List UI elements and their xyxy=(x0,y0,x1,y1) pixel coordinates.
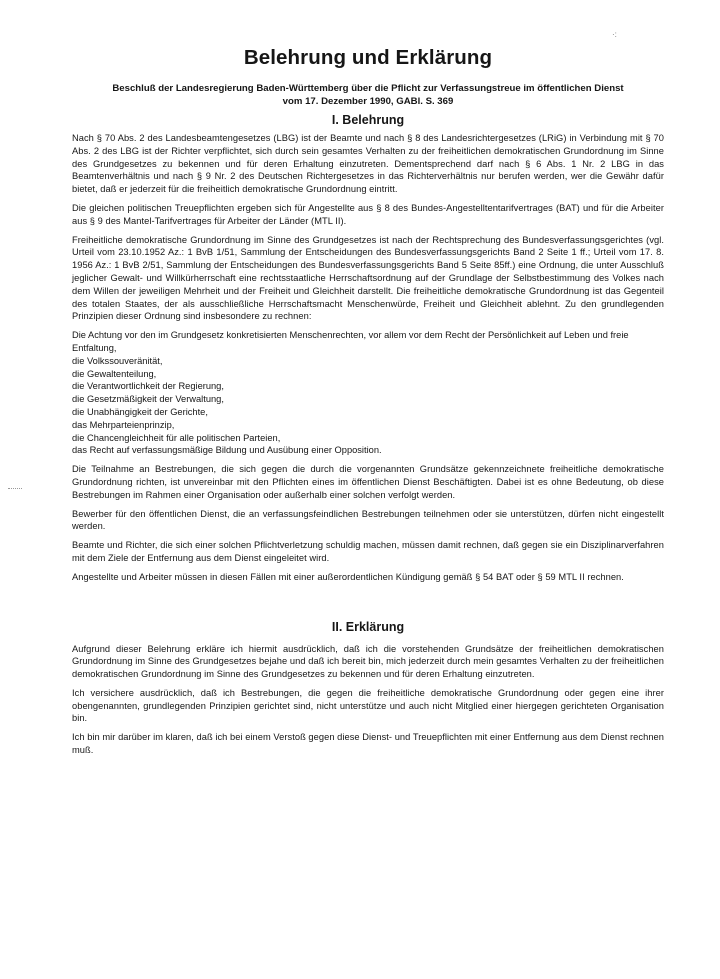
principle-item: das Recht auf verfassungsmäßige Bildung und Ausübung einer Opposition. xyxy=(72,445,382,456)
principle-item: die Unabhängigkeit der Gerichte, xyxy=(72,406,208,417)
corner-mark: ·: xyxy=(612,30,617,39)
principle-item: die Gesetzmäßigkeit der Verwaltung, xyxy=(72,394,224,405)
decree-reference-line-2: vom 17. Dezember 1990, GABl. S. 369 xyxy=(282,96,454,107)
paragraph-bewerber: Bewerber für den öffentlichen Dienst, die an verfassungsfeindlichen Bestrebungen teilnehmen oder sie unterstützen, dürfen nicht eingestellt werden. xyxy=(72,508,664,532)
edge-mark xyxy=(8,488,22,490)
principles-list xyxy=(72,329,664,457)
paragraph-disziplinarverfahren: Beamte und Richter, die sich einer solchen Pflichtverletzung schuldig machen, müssen damit rechnen, daß gegen sie ein Disziplinarverfahren mit dem Ziele der Entfernung aus dem Dienst eingeleitet wird. xyxy=(72,540,664,563)
paragraph-verstoss: Ich bin mir darüber im klaren, daß ich bei einem Verstoß gegen diese Dienst- und Treuepflichten mit einer Entfernung aus dem Dienst rechnen muß. xyxy=(72,732,664,756)
paragraph-bestrebungen: Die Teilnahme an Bestrebungen, die sich gegen die durch die vorgenannten Grundsätze gekennzeichnete freiheitliche demokratische Grundordnung richten, ist unvereinbar mit den Pflichten eines im öffentlichen Dienst Beschäftigten. Dabei ist es ohne Bedeutung, ob diese Bestrebungen im Rahmen einer Organisation oder außerhalb einer solchen verfolgt werden. xyxy=(72,464,664,500)
paragraph-erklaerung-bejahung: Aufgrund dieser Belehrung erkläre ich hiermit ausdrücklich, daß ich die vorstehenden Grundsätze der freiheitlichen demokratischen Grundordnung im Sinne des Grundgesetzes bejahe und daß ich bereit bin, mich jederzeit durch mein gesamtes Verhalten zu der freiheitlichen demokratischen Grundordnung im Sinne des Grundgesetzes zu bekennen und für deren Erhaltung einzutreten. xyxy=(72,643,664,680)
decree-reference xyxy=(72,82,664,108)
document-content xyxy=(72,46,664,763)
decree-reference-line-1: Beschluß der Landesregierung Baden-Württemberg über die Pflicht zur Verfassungstreue im öffentlichen Dienst xyxy=(112,83,624,94)
section-heading-erklaerung: II. Erklärung xyxy=(331,619,405,634)
principle-item: die Gewaltenteilung, xyxy=(72,368,157,379)
principle-item: die Chancengleichheit für alle politischen Parteien, xyxy=(72,432,281,443)
section-heading-belehrung: I. Belehrung xyxy=(331,113,405,127)
principle-item: die Verantwortlichkeit der Regierung, xyxy=(72,381,224,392)
document-title: Belehrung und Erklärung xyxy=(243,46,493,69)
paragraph-grundordnung-definition: Freiheitliche demokratische Grundordnung im Sinne des Grundgesetzes ist nach der Rechtsprechung des Bundesverfassungsgerichtes (vgl. Urteil vom 23.10.1952 Az.: 1 BvB 1/51, Sammlung der Entscheidungen des Bundesverfassungsgerichts Band 2 Seite 1 ff.; Urteil vom 17. 8. 1956 Az.: 1 BvB 2/51, Sammlung der Entscheidungen des Bundesverfassungsgerichts Band 5 Seite 85ff.) eine Ordnung, die unter Ausschluß jeglicher Gewalt- und Willkürherrschaft eine rechtsstaatliche Herrschaftsordnung auf der Grundlage der Selbstbestimmung des Volkes nach dem Willen der jeweiligen Mehrheit und der Freiheit und Gleichheit darstellt. Die freiheitliche demokratische Grundordnung ist das Gegenteil des totalen Staates, der als ausschließliche Herrschaftsmacht Menschenwürde, Freiheit und Gleichheit ablehnt. Zu den grundlegenden Prinzipien dieser Ordnung sind insbesondere zu rechnen: xyxy=(72,234,664,322)
paragraph-kuendigung: Angestellte und Arbeiter müssen in diesen Fällen mit einer außerordentlichen Kündigung gemäß § 54 BAT oder § 59 MTL II rechnen. xyxy=(72,571,624,582)
principle-item: Die Achtung vor den im Grundgesetz konkretisierten Menschenrechten, vor allem vor dem Recht der Persönlichkeit auf Leben und freie Entfaltung, xyxy=(72,330,629,353)
paragraph-beamte-richter: Nach § 70 Abs. 2 des Landesbeamtengesetzes (LBG) ist der Beamte und nach § 8 des Landesrichtergesetzes (LRiG) in Verbindung mit § 70 Abs. 2 des LBG ist der Richter verpflichtet, sich durch sein gesamtes Verhalten zu der freiheitlichen demokratischen Grundordnung im Sinne des Grundgesetzes zu bekennen und für deren Erhaltung einzutreten. Dementsprechend darf nach § 6 Abs. 1 Nr. 2 LBG in das Beamtenverhältnis und nach § 9 Nr. 2 des Deutschen Richtergesetzes in das Richterverhältnis nur berufen werden, wer die Gewähr dafür bietet, daß er jederzeit für die freiheitlich demokratische Grundordnung eintritt. xyxy=(72,133,664,195)
principle-item: das Mehrparteienprinzip, xyxy=(72,419,175,430)
principle-item: die Volkssouveränität, xyxy=(72,355,163,366)
paragraph-angestellte-arbeiter: Die gleichen politischen Treuepflichten ergeben sich für Angestellte aus § 8 des Bundes-Angestelltentarifvertrages (BAT) und für die Arbeiter aus § 9 des Mantel-Tarifvertrages für Arbeiter der Länder (MTL II). xyxy=(72,202,664,226)
paragraph-versicherung: Ich versichere ausdrücklich, daß ich Bestrebungen, die gegen die freiheitliche demokratische Grundordnung oder gegen eine ihrer obengenannten, grundlegenden Prinzipien gerichtet sind, nicht unterstütze und auch nicht Mitglied einer hiergegen gerichteten Organisation bin. xyxy=(72,687,664,724)
